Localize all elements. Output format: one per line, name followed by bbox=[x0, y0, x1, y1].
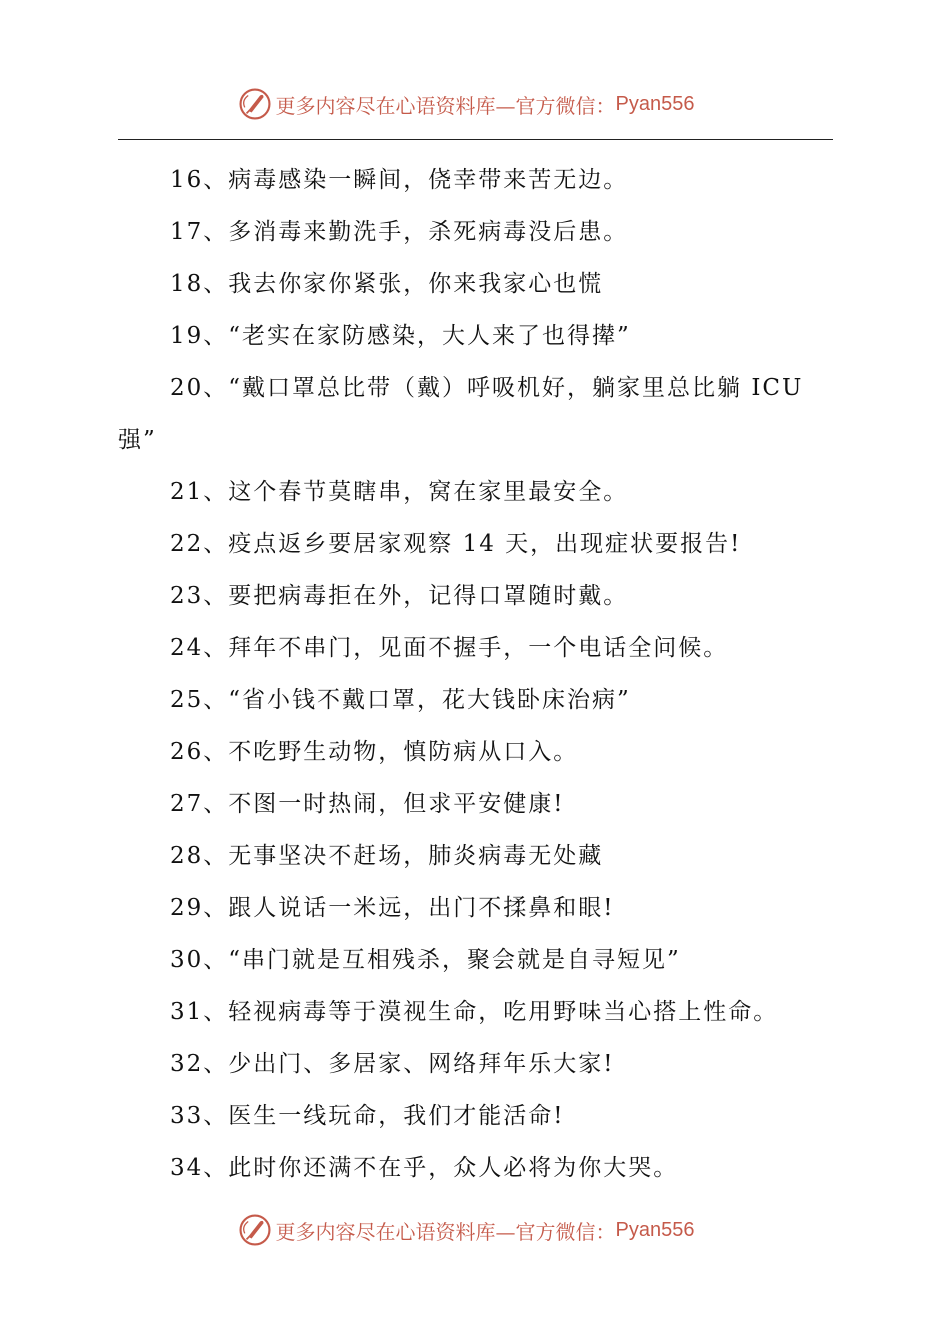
watermark-text: 更多内容尽在心语资料库—官方微信： bbox=[275, 93, 616, 118]
header-watermark bbox=[0, 84, 950, 124]
list-item: 17、多消毒来勤洗手，杀死病毒没后患。 bbox=[170, 219, 629, 245]
quill-pen-logo-icon bbox=[238, 1213, 272, 1247]
list-item: 30、“串门就是互相残杀，聚会就是自寻短见” bbox=[170, 947, 681, 973]
watermark-text: 更多内容尽在心语资料库—官方微信： bbox=[275, 1219, 616, 1244]
list-item: 29、跟人说话一米远，出门不揉鼻和眼! bbox=[170, 895, 615, 921]
list-item: 19、“老实在家防感染，大人来了也得撵” bbox=[170, 323, 631, 349]
footer-watermark bbox=[0, 1210, 950, 1250]
watermark-handle: Pyan556 bbox=[615, 1218, 695, 1241]
list-item: 33、医生一线玩命，我们才能活命! bbox=[170, 1103, 565, 1129]
watermark-handle: Pyan556 bbox=[615, 92, 695, 115]
list-item: 23、要把病毒拒在外，记得口罩随时戴。 bbox=[170, 583, 629, 609]
list-item: 21、这个春节莫瞎串，窝在家里最安全。 bbox=[170, 479, 629, 505]
list-item: 31、轻视病毒等于漠视生命，吃用野味当心搭上性命。 bbox=[170, 999, 779, 1025]
list-item: 24、拜年不串门，见面不握手，一个电话全问候。 bbox=[170, 635, 729, 661]
list-item: 34、此时你还满不在乎，众人必将为你大哭。 bbox=[170, 1155, 679, 1181]
list-item: 16、病毒感染一瞬间，侥幸带来苦无边。 bbox=[170, 167, 629, 193]
header-divider bbox=[118, 139, 833, 140]
quill-pen-logo-icon bbox=[238, 87, 272, 121]
list-item: 22、疫点返乡要居家观察 14 天，出现症状要报告! bbox=[170, 531, 742, 557]
list-item-continuation: 强” bbox=[118, 427, 157, 453]
list-item: 25、“省小钱不戴口罩，花大钱卧床治病” bbox=[170, 687, 631, 713]
list-item: 20、“戴口罩总比带（戴）呼吸机好，躺家里总比躺 ICU bbox=[170, 375, 804, 401]
list-item: 27、不图一时热闹，但求平安健康! bbox=[170, 791, 565, 817]
list-item: 28、无事坚决不赶场，肺炎病毒无处藏 bbox=[170, 843, 604, 869]
list-item: 26、不吃野生动物，慎防病从口入。 bbox=[170, 739, 579, 765]
list-item: 32、少出门、多居家、网络拜年乐大家! bbox=[170, 1051, 615, 1077]
list-item: 18、我去你家你紧张，你来我家心也慌 bbox=[170, 271, 604, 297]
